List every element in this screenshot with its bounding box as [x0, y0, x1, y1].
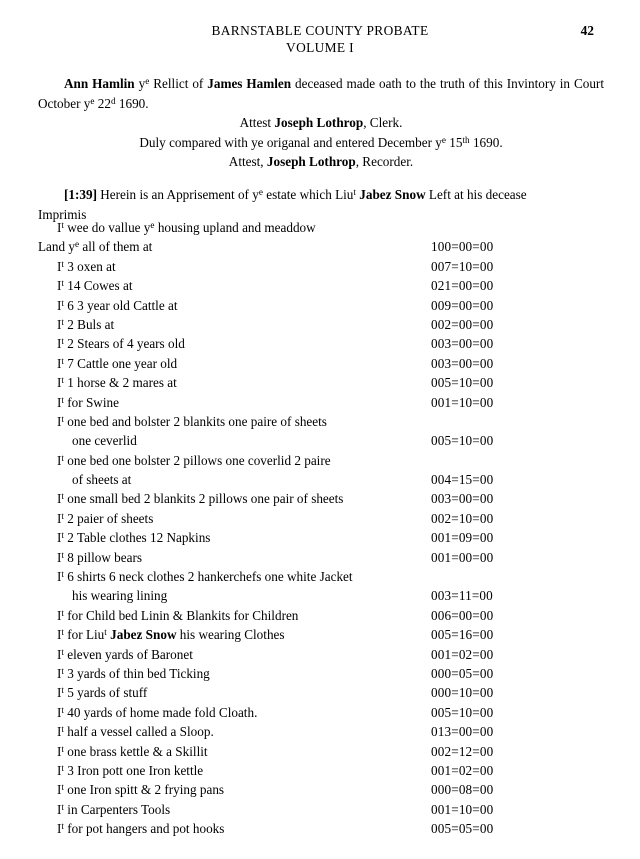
superscript-t: t — [61, 452, 64, 463]
oath-seg2: Rellict of — [149, 76, 208, 91]
inventory-item-value: 003=11=00 — [431, 588, 493, 604]
compared-post: 15 — [445, 134, 463, 150]
decedent-name-snow: Jabez Snow — [359, 187, 426, 202]
inventory-row — [0, 703, 640, 722]
running-head-volume: VOLUME I — [286, 40, 354, 55]
superscript-t: t — [61, 743, 64, 754]
inventory-item-value: 021=00=00 — [431, 278, 494, 294]
inventory-item-label: $I^t$ 3 yards of thin bed Ticking — [57, 665, 210, 681]
inventory-item-label: $I^t$ 6 3 year old Cattle at — [57, 297, 178, 313]
inventory-item-label: $I^t$ one bed and bolster 2 blankits one paire of sheets — [57, 413, 327, 429]
attest-recorder-line — [38, 152, 604, 172]
inventory-row — [0, 780, 640, 799]
inventory-item-value: 005=10=00 — [431, 375, 494, 391]
inventory-item-value: 005=16=00 — [431, 627, 494, 643]
inventory-item-label: $I^t$ 14 Cowes at — [57, 278, 133, 294]
inventory-item-label: $I^t$ for pot hangers and pot hooks — [57, 821, 225, 837]
inventory-item-value: 001=02=00 — [431, 762, 494, 778]
inventory-item-value: 002=00=00 — [431, 316, 494, 332]
oath-seg4: 22 — [94, 95, 111, 111]
compared-pre: Duly compared with ye origanal and entered December y — [139, 134, 442, 150]
oath-widow-name: Ann Hamlin — [64, 76, 135, 91]
item-abbreviation: $I^t$ — [57, 685, 64, 701]
compared-line — [38, 133, 604, 153]
inventory-row — [0, 470, 640, 489]
superscript-t: t — [61, 530, 64, 541]
imprimis-label: Imprimis — [38, 206, 87, 222]
inventory-row — [0, 548, 640, 567]
superscript-t: t — [61, 763, 64, 774]
inventory-item-label: one ceverlid — [72, 433, 137, 449]
appraisement-seg2: estate which Liu — [262, 187, 354, 202]
item-abbreviation: $I^t$ — [57, 821, 64, 837]
inventory-row — [0, 218, 640, 237]
attest-clerk-name: Joseph Lothrop — [274, 115, 364, 130]
item-abbreviation: $I^t$ — [57, 627, 64, 643]
superscript-t: t — [61, 801, 64, 812]
inventory-item-label: $I^t$ one Iron spitt & 2 frying pans — [57, 782, 225, 798]
superscript-t: t — [61, 414, 64, 425]
inventory-item-value: 013=00=00 — [431, 724, 494, 740]
inventory-row — [0, 276, 640, 295]
superscript-e-1: e — [145, 76, 150, 87]
item-abbreviation: $I^t$ — [57, 569, 64, 585]
inventory-row — [0, 800, 640, 819]
inventory-item-label: his wearing lining — [72, 588, 168, 604]
inventory-row — [0, 509, 640, 528]
inventory-item-value: 005=10=00 — [431, 704, 494, 720]
inventory-row — [0, 412, 640, 431]
item-abbreviation: $I^t$ — [57, 646, 64, 662]
item-abbreviation: $I^t$ — [57, 336, 64, 352]
inventory-item-label: $I^t$ for Child bed Linin & Blankits for Children — [57, 607, 299, 623]
inventory-row — [0, 606, 640, 625]
item-abbreviation: $I^t$ — [57, 782, 64, 798]
item-abbreviation: $I^t$ — [57, 549, 64, 565]
inventory-row — [0, 742, 640, 761]
superscript-e-4: e — [258, 187, 263, 198]
attest-recorder-pre: Attest, — [228, 154, 267, 169]
running-head — [0, 22, 640, 56]
inventory-item-label: of sheets at — [72, 472, 132, 488]
inventory-row — [0, 296, 640, 315]
superscript-t: t — [61, 297, 64, 308]
inventory-item-label: Land $y^e$ all of them at — [38, 239, 153, 255]
inventory-row — [0, 625, 640, 644]
inventory-row — [0, 528, 640, 547]
item-abbreviation: $I^t$ — [57, 762, 64, 778]
inventory-item-value: 009=00=00 — [431, 297, 494, 313]
inventory-item-value: 003=00=00 — [431, 355, 494, 371]
item-abbreviation: $I^t$ — [57, 530, 64, 546]
superscript-t: t — [61, 375, 64, 386]
item-abbreviation: $I^t$ — [57, 607, 64, 623]
inventory-row — [0, 819, 640, 838]
inventory-item-value: 003=00=00 — [431, 491, 494, 507]
inventory-item-label: $I^t$ 3 Iron pott one Iron kettle — [57, 762, 204, 778]
appraisement-seg4: Left at his decease — [425, 187, 527, 202]
superscript-t: t — [61, 569, 64, 580]
superscript-e: e — [150, 220, 155, 231]
appraisement-seg1: Herein is an Apprisement of y — [96, 187, 259, 202]
oath-decedent-name: James Hamlen — [207, 76, 292, 91]
item-abbreviation: $I^t$ — [57, 724, 64, 740]
inventory-item-label: $I^t$ 2 Stears of 4 years old — [57, 336, 185, 352]
item-abbreviation: $I^t$ — [57, 704, 64, 720]
page-number: 42 — [580, 23, 594, 38]
inventory-item-value: 001=00=00 — [431, 549, 494, 565]
item-abbreviation: $I^t$ — [57, 220, 64, 235]
inventory-row — [0, 567, 640, 586]
superscript-t-1: t — [353, 187, 356, 198]
inventory-row — [0, 645, 640, 664]
superscript-t: t — [61, 278, 64, 289]
inventory-row — [0, 451, 640, 470]
attest-clerk-line — [38, 113, 604, 133]
item-abbreviation: $I^t$ — [57, 297, 64, 313]
item-abbreviation: $I^t$ — [57, 355, 64, 371]
superscript-e: e — [75, 239, 80, 250]
oath-seg3: deceased made oath to the truth of this Invintory in Court October y — [38, 76, 604, 111]
inventory-row — [0, 334, 640, 353]
superscript-t: t — [61, 821, 64, 832]
folio-reference: [1:39] — [64, 187, 97, 202]
item-abbreviation: $I^t$ — [57, 394, 64, 410]
superscript-t: t — [61, 685, 64, 696]
superscript-t: t — [104, 627, 107, 638]
inventory-item-label: $I^t$ for Swine — [57, 394, 119, 410]
inventory-row — [0, 722, 640, 741]
oath-block — [38, 74, 604, 172]
item-abbreviation: $I^t$ — [57, 665, 64, 681]
attest-clerk-pre: Attest — [239, 115, 275, 130]
inventory-row — [0, 683, 640, 702]
item-abbreviation: $I^t$ — [57, 491, 64, 507]
decedent-name-snow: Jabez Snow — [110, 627, 177, 643]
superscript-t: t — [61, 646, 64, 657]
superscript-e-3: e — [441, 134, 446, 145]
inventory-item-label: $I^t$ half a vessel called a Sloop. — [57, 724, 214, 740]
inventory-row — [0, 354, 640, 373]
superscript-t: t — [61, 355, 64, 366]
superscript-t: t — [61, 394, 64, 405]
superscript-t: t — [61, 724, 64, 735]
inventory-item-label: $I^t$ wee do vallue $y^e$ housing upland and meaddow — [57, 220, 316, 235]
compared-post2: 1690. — [469, 134, 503, 150]
item-abbreviation: $I^t$ — [57, 258, 64, 274]
inventory-item-label: $I^t$ in Carpenters Tools — [57, 801, 171, 817]
inventory-item-value: 005=10=00 — [431, 433, 494, 449]
inventory-item-label: $I^t$ eleven yards of Baronet — [57, 646, 193, 662]
superscript-t: t — [61, 666, 64, 677]
inventory-row — [0, 257, 640, 276]
inventory-item-label: $I^t$ 8 pillow bears — [57, 549, 142, 565]
superscript-d: d — [110, 95, 116, 106]
inventory-item-label: $I^t$ one brass kettle & a Skillit — [57, 743, 208, 759]
item-abbreviation: $I^t$ — [57, 316, 64, 332]
oath-paragraph — [38, 74, 604, 113]
inventory-item-value: 001=09=00 — [431, 530, 494, 546]
item-abbreviation: $I^t$ — [57, 375, 64, 391]
inventory-row — [0, 237, 640, 256]
inventory-item-value: 001=02=00 — [431, 646, 494, 662]
inventory-item-value: 002=12=00 — [431, 743, 494, 759]
inventory-list — [0, 218, 640, 839]
inventory-item-value: 003=00=00 — [431, 336, 494, 352]
superscript-t: t — [61, 258, 64, 269]
inventory-item-label: $I^t$ 2 paier of sheets — [57, 510, 154, 526]
item-abbreviation: $I^t$ — [57, 743, 64, 759]
superscript-t: t — [61, 549, 64, 560]
inventory-row — [0, 586, 640, 605]
inventory-item-label: $I^t$ 40 yards of home made fold Cloath. — [57, 704, 258, 720]
superscript-t: t — [61, 220, 64, 231]
appraisement-paragraph — [38, 185, 604, 205]
superscript-e-2: e — [90, 95, 95, 106]
inventory-item-value: 001=10=00 — [431, 801, 494, 817]
superscript-t: t — [61, 627, 64, 638]
attest-recorder-name: Joseph Lothrop — [266, 154, 356, 169]
attest-recorder-post: , Recorder. — [355, 154, 414, 169]
inventory-row — [0, 393, 640, 412]
inventory-row — [0, 431, 640, 450]
inventory-item-value: 100=00=00 — [431, 239, 494, 255]
superscript-t: t — [61, 491, 64, 502]
inventory-item-label: $I^t$ 3 oxen at — [57, 258, 116, 274]
superscript-t: t — [61, 704, 64, 715]
inventory-row — [0, 373, 640, 392]
inventory-row — [0, 489, 640, 508]
running-head-title: BARNSTABLE COUNTY PROBATE — [211, 23, 429, 38]
superscript-t: t — [61, 607, 64, 618]
inventory-item-value: 004=15=00 — [431, 472, 494, 488]
inventory-item-label: $I^t$ 7 Cattle one year old — [57, 355, 178, 371]
item-abbreviation: $I^t$ — [57, 510, 64, 526]
inventory-row — [0, 761, 640, 780]
superscript-t: t — [61, 782, 64, 793]
inventory-item-value: 002=10=00 — [431, 510, 494, 526]
oath-seg1: y — [134, 76, 146, 91]
inventory-item-value: 006=00=00 — [431, 607, 494, 623]
inventory-item-value: 000=10=00 — [431, 685, 494, 701]
item-abbreviation: $I^t$ — [57, 413, 64, 429]
inventory-item-label: $I^t$ 6 shirts 6 neck clothes 2 hankerchefs one white Jacket — [57, 569, 353, 585]
attest-clerk-post: , Clerk. — [363, 115, 403, 130]
inventory-item-value: 005=05=00 — [431, 821, 494, 837]
inventory-item-label: $I^t$ one small bed 2 blankits 2 pillows one pair of sheets — [57, 491, 344, 507]
inventory-row — [0, 315, 640, 334]
superscript-th: th — [462, 134, 470, 145]
inventory-item-value: 000=08=00 — [431, 782, 494, 798]
item-abbreviation: $I^t$ — [57, 452, 64, 468]
superscript-t: t — [61, 336, 64, 347]
inventory-item-value: 000=05=00 — [431, 665, 494, 681]
inventory-item-label: $I^t$ 2 Table clothes 12 Napkins — [57, 530, 211, 546]
inventory-item-label: $I^t$ for Liu$^t$ Jabez Snow his wearing Clothes — [57, 627, 285, 643]
inventory-item-label: $I^t$ one bed one bolster 2 pillows one coverlid 2 paire — [57, 452, 331, 468]
item-abbreviation: $I^t$ — [57, 278, 64, 294]
inventory-row — [0, 664, 640, 683]
oath-seg5: 1690. — [115, 95, 149, 111]
superscript-t: t — [61, 510, 64, 521]
item-abbreviation: $I^t$ — [57, 801, 64, 817]
inventory-item-value: 007=10=00 — [431, 258, 494, 274]
inventory-item-label: $I^t$ 1 horse & 2 mares at — [57, 375, 177, 391]
inventory-item-label: $I^t$ 2 Buls at — [57, 316, 115, 332]
inventory-item-value: 001=10=00 — [431, 394, 494, 410]
superscript-t: t — [61, 317, 64, 328]
inventory-item-label: $I^t$ 5 yards of stuff — [57, 685, 148, 701]
